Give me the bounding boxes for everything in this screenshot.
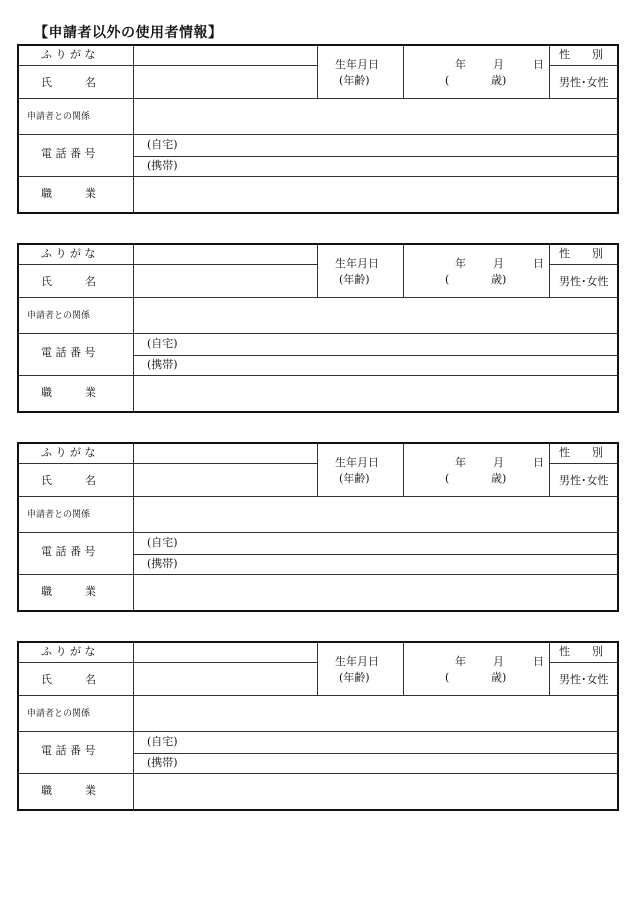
furigana-field[interactable] — [134, 643, 316, 662]
month-label: 月 — [493, 456, 504, 469]
job-label: 職 業 — [41, 187, 96, 200]
age-label: (年齢) — [339, 273, 370, 286]
gender-label: 性 別 — [559, 645, 603, 658]
name-field[interactable] — [134, 265, 316, 297]
age-unit-label: 歳) — [491, 74, 507, 87]
month-label: 月 — [493, 257, 504, 270]
gender-label: 性 別 — [559, 247, 603, 260]
birthdate-label: 生年月日 — [335, 58, 379, 71]
mobile-phone-label: (携帯) — [147, 756, 178, 769]
gender-label: 性 別 — [559, 48, 603, 61]
age-unit-label: 歳) — [491, 671, 507, 684]
birthdate-label: 生年月日 — [335, 655, 379, 668]
name-field[interactable] — [134, 663, 316, 695]
furigana-label: ふ り が な — [41, 247, 96, 260]
month-label: 月 — [493, 655, 504, 668]
user-info-block — [17, 442, 619, 612]
home-phone-label: (自宅) — [147, 536, 178, 549]
day-label: 日 — [533, 257, 544, 270]
relation-label: 申請者との関係 — [27, 112, 91, 122]
day-label: 日 — [533, 58, 544, 71]
age-unit-label: 歳) — [491, 472, 507, 485]
mobile-phone-label: (携帯) — [147, 557, 178, 570]
user-info-block — [17, 44, 619, 214]
mobile-phone-field[interactable] — [194, 157, 616, 176]
mobile-phone-field[interactable] — [194, 754, 616, 773]
age-unit-label: 歳) — [491, 273, 507, 286]
home-phone-label: (自宅) — [147, 337, 178, 350]
relation-field[interactable] — [134, 497, 616, 532]
user-info-block — [17, 243, 619, 413]
name-label: 氏 名 — [41, 673, 96, 686]
birthdate-field[interactable] — [404, 46, 548, 98]
year-label: 年 — [455, 58, 466, 71]
month-label: 月 — [493, 58, 504, 71]
age-open-paren: ( — [445, 472, 450, 485]
job-field[interactable] — [134, 376, 616, 411]
job-field[interactable] — [134, 774, 616, 809]
name-field[interactable] — [134, 66, 316, 98]
name-label: 氏 名 — [41, 275, 96, 288]
home-phone-label: (自宅) — [147, 138, 178, 151]
home-phone-field[interactable] — [194, 732, 616, 753]
age-open-paren: ( — [445, 273, 450, 286]
relation-label: 申請者との関係 — [27, 311, 91, 321]
job-field[interactable] — [134, 575, 616, 610]
mobile-phone-label: (携帯) — [147, 358, 178, 371]
mobile-phone-label: (携帯) — [147, 159, 178, 172]
gender-options[interactable]: 男性･女性 — [559, 275, 609, 288]
year-label: 年 — [455, 257, 466, 270]
age-label: (年齢) — [339, 671, 370, 684]
relation-field[interactable] — [134, 696, 616, 731]
gender-label: 性 別 — [559, 446, 603, 459]
relation-label: 申請者との関係 — [27, 709, 91, 719]
section-title: 【申請者以外の使用者情報】 — [34, 25, 223, 41]
job-label: 職 業 — [41, 386, 96, 399]
relation-field[interactable] — [134, 99, 616, 134]
relation-field[interactable] — [134, 298, 616, 333]
birthdate-field[interactable] — [404, 643, 548, 695]
furigana-field[interactable] — [134, 46, 316, 65]
year-label: 年 — [455, 456, 466, 469]
name-label: 氏 名 — [41, 76, 96, 89]
furigana-field[interactable] — [134, 444, 316, 463]
mobile-phone-field[interactable] — [194, 555, 616, 574]
age-label: (年齢) — [339, 472, 370, 485]
job-label: 職 業 — [41, 784, 96, 797]
home-phone-field[interactable] — [194, 135, 616, 156]
day-label: 日 — [533, 655, 544, 668]
birthdate-field[interactable] — [404, 444, 548, 496]
home-phone-field[interactable] — [194, 334, 616, 355]
relation-label: 申請者との関係 — [27, 510, 91, 520]
phone-label: 電 話 番 号 — [41, 744, 96, 757]
name-label: 氏 名 — [41, 474, 96, 487]
phone-label: 電 話 番 号 — [41, 147, 96, 160]
gender-options[interactable]: 男性･女性 — [559, 474, 609, 487]
birthdate-field[interactable] — [404, 245, 548, 297]
furigana-label: ふ り が な — [41, 48, 96, 61]
age-open-paren: ( — [445, 74, 450, 87]
name-field[interactable] — [134, 464, 316, 496]
job-field[interactable] — [134, 177, 616, 212]
home-phone-field[interactable] — [194, 533, 616, 554]
home-phone-label: (自宅) — [147, 735, 178, 748]
year-label: 年 — [455, 655, 466, 668]
phone-label: 電 話 番 号 — [41, 545, 96, 558]
gender-options[interactable]: 男性･女性 — [559, 76, 609, 89]
birthdate-label: 生年月日 — [335, 257, 379, 270]
furigana-field[interactable] — [134, 245, 316, 264]
gender-options[interactable]: 男性･女性 — [559, 673, 609, 686]
job-label: 職 業 — [41, 585, 96, 598]
day-label: 日 — [533, 456, 544, 469]
furigana-label: ふ り が な — [41, 446, 96, 459]
phone-label: 電 話 番 号 — [41, 346, 96, 359]
age-label: (年齢) — [339, 74, 370, 87]
age-open-paren: ( — [445, 671, 450, 684]
furigana-label: ふ り が な — [41, 645, 96, 658]
birthdate-label: 生年月日 — [335, 456, 379, 469]
mobile-phone-field[interactable] — [194, 356, 616, 375]
user-info-block — [17, 641, 619, 811]
